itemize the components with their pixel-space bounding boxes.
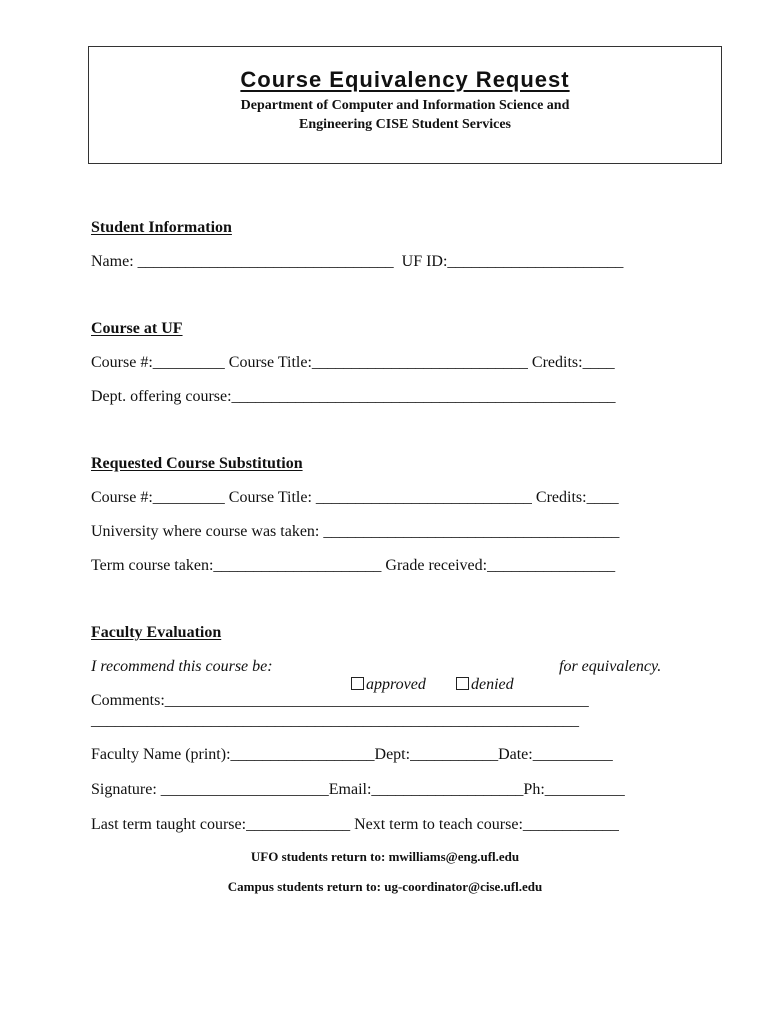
denied-checkbox[interactable] — [456, 677, 469, 690]
faculty-name-dept-date-field[interactable]: Faculty Name (print):__________________Dept:___________Date:__________ — [91, 746, 613, 763]
department-line-2: Engineering CISE Student Services — [299, 117, 511, 132]
dept-offering-course-field[interactable]: Dept. offering course:________________________________________________ — [91, 388, 616, 405]
faculty-evaluation-heading: Faculty Evaluation — [91, 624, 222, 641]
comments-field-continued[interactable]: _____________________________________________________________ — [91, 712, 579, 729]
recommend-label: I recommend this course be: — [91, 658, 273, 675]
term-grade-field[interactable]: Term course taken:_____________________ Grade received:________________ — [91, 557, 616, 574]
comments-field[interactable]: Comments:_____________________________________________________ — [91, 692, 589, 709]
approved-option[interactable] — [343, 658, 426, 694]
denied-label: denied — [471, 676, 514, 693]
campus-return-instructions: Campus students return to: ug-coordinator@cise.ufl.edu — [227, 879, 543, 894]
uf-course-title-credits-field[interactable]: Course #:_________ Course Title:___________________________ Credits:____ — [91, 354, 615, 371]
header-box — [88, 46, 722, 164]
requested-substitution-heading: Requested Course Substitution — [91, 455, 303, 472]
form-title: Course Equivalency Request — [240, 67, 570, 92]
approved-checkbox[interactable] — [351, 677, 364, 690]
denied-option[interactable] — [448, 658, 514, 694]
course-at-uf-heading: Course at UF — [91, 320, 183, 337]
term-taught-field[interactable]: Last term taught course:_____________ Next term to teach course:____________ — [91, 816, 619, 833]
student-info-heading: Student Information — [91, 219, 232, 236]
department-line-1: Department of Computer and Information Science and — [240, 98, 570, 113]
sub-course-title-credits-field[interactable]: Course #:_________ Course Title: ___________________________ Credits:____ — [91, 489, 619, 506]
approved-label: approved — [366, 676, 426, 693]
equivalency-label: for equivalency. — [559, 658, 662, 675]
signature-email-phone-field[interactable]: Signature: _____________________Email:___________________Ph:__________ — [91, 781, 625, 798]
university-field[interactable]: University where course was taken: _____________________________________ — [91, 523, 620, 540]
ufo-return-instructions: UFO students return to: mwilliams@eng.ufl.edu — [250, 849, 520, 864]
name-uf-id-field[interactable]: Name: ________________________________ UF ID:______________________ — [91, 253, 624, 270]
